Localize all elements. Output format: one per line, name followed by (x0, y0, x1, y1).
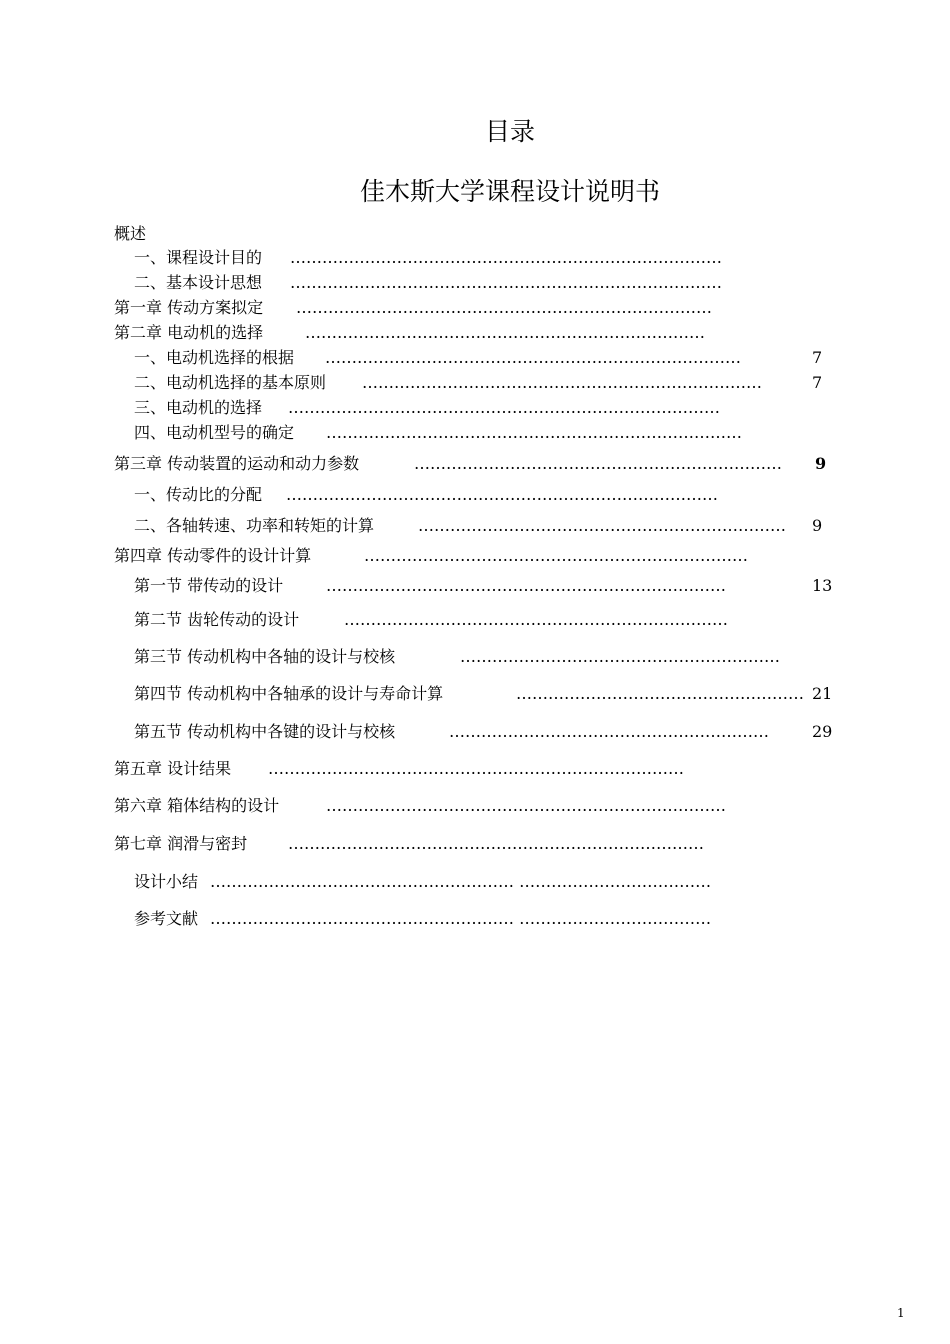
toc-entry-leader: ……………………………………………………………………… (288, 398, 720, 417)
toc-entry-leader: ………………………………………………………………… (326, 576, 726, 595)
toc-entry-leader: ………………………………………………… ……………………………… (210, 909, 712, 928)
toc-entry-page: 9 (812, 516, 823, 535)
toc-entry-leader: ………………………………………………………………… (326, 796, 726, 815)
toc-heading: 目录 (484, 117, 535, 146)
toc-entry-label: 第五章 设计结果 (114, 759, 232, 778)
toc-entry-leader: …………………………………………………………………… (268, 759, 684, 778)
toc-entry-label: 参考文献 (134, 909, 199, 928)
toc-entry-leader: …………………………………………………………………… (288, 834, 704, 853)
toc-entry-label: 第一章 传动方案拟定 (114, 298, 264, 317)
toc-entry-leader: …………………………………………………………………… (325, 348, 741, 367)
toc-entry-label: 第三章 传动装置的运动和动力参数 (114, 454, 360, 473)
toc-entry-label: 设计小结 (134, 872, 199, 891)
toc-entry-leader: ………………………………………………………………… (362, 373, 762, 392)
toc-entry-label: 第三节 传动机构中各轴的设计与校核 (134, 647, 396, 666)
toc-entry-label: 二、电动机选择的基本原则 (134, 373, 327, 392)
toc-entry-label: 第七章 润滑与密封 (114, 834, 248, 853)
toc-entry-label: 第四章 传动零件的设计计算 (114, 546, 312, 565)
toc-entry-leader: ……………………………………………………………… (364, 546, 748, 565)
toc-entry-leader: …………………………………………………………… (418, 516, 786, 535)
toc-entry-leader: ………………………………………………………………… (305, 323, 705, 342)
toc-entry-leader: …………………………………………………………………… (296, 298, 712, 317)
toc-entry-leader: …………………………………………………… (460, 647, 780, 666)
toc-entry-page: 7 (812, 373, 823, 392)
toc-entry-page: 29 (812, 722, 833, 741)
toc-entry-label: 第二节 齿轮传动的设计 (134, 610, 300, 629)
toc-entry-page: 9 (815, 454, 827, 473)
toc-entry-leader: …………………………………………………………………… (326, 423, 742, 442)
toc-entry-label: 四、电动机型号的确定 (134, 423, 295, 442)
toc-entry-label: 第二章 电动机的选择 (114, 323, 264, 342)
toc-entry-label: 二、各轴转速、功率和转矩的计算 (134, 516, 375, 535)
toc-entry-page: 21 (812, 684, 833, 703)
toc-entry-label: 一、课程设计目的 (134, 248, 263, 267)
toc-entry-leader: ………………………………………………… ……………………………… (210, 872, 712, 891)
toc-entry-label: 一、传动比的分配 (134, 485, 263, 504)
toc-entry-leader: ……………………………………………………………………… (286, 485, 718, 504)
toc-entry-label: 第六章 箱体结构的设计 (114, 796, 280, 815)
toc-entry-label: 二、基本设计思想 (134, 273, 263, 292)
document-title: 佳木斯大学课程设计说明书 (359, 177, 660, 206)
toc-entry-page: 13 (812, 576, 833, 595)
toc-entry-label: 第四节 传动机构中各轴承的设计与寿命计算 (134, 684, 444, 703)
page-number-footer: 1 (897, 1306, 905, 1320)
toc-entry-label: 概述 (114, 224, 147, 243)
toc-entry-leader: ……………………………………………… (516, 684, 804, 703)
toc-entry-leader: ……………………………………………………………… (344, 610, 728, 629)
toc-entry-label: 三、电动机的选择 (134, 398, 263, 417)
toc-entry-leader: …………………………………………………… (449, 722, 769, 741)
toc-entry-leader: ……………………………………………………………………… (290, 248, 722, 267)
toc-entry-leader: …………………………………………………………… (414, 454, 782, 473)
toc-entry-label: 一、电动机选择的根据 (134, 348, 295, 367)
toc-entry-page: 7 (812, 348, 823, 367)
toc-entry-leader: ……………………………………………………………………… (290, 273, 722, 292)
toc-entry-label: 第五节 传动机构中各键的设计与校核 (134, 722, 396, 741)
toc-entry-label: 第一节 带传动的设计 (134, 576, 284, 595)
